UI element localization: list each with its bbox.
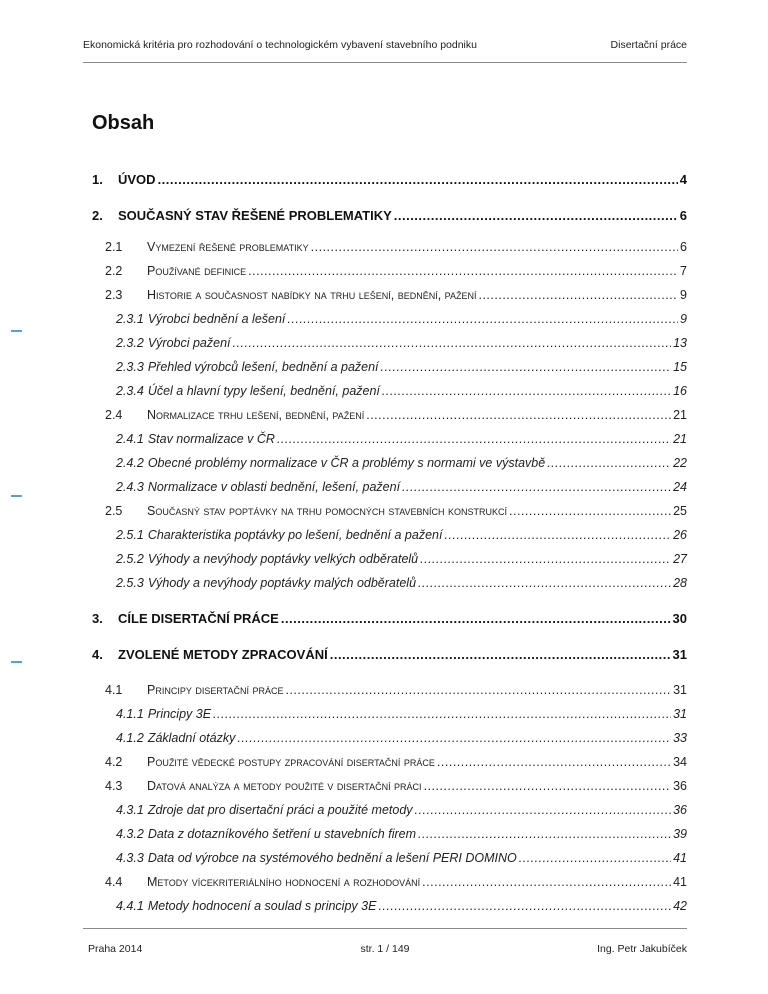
toc-entry-page: 22 <box>673 456 687 470</box>
toc-entry-title: Historie a současnost nabídky na trhu lešení, bednění, pažení <box>147 288 477 302</box>
toc-dot-leader <box>285 683 671 697</box>
toc-entry[interactable] <box>105 240 687 254</box>
toc-dot-leader <box>277 432 671 446</box>
toc-entry[interactable] <box>116 312 687 326</box>
toc-dot-leader <box>402 480 671 494</box>
toc-entry[interactable] <box>116 803 687 817</box>
toc-entry-title: Obecné problémy normalizace v ČR a problémy s normami ve výstavbě <box>147 456 546 470</box>
toc-entry-number: 2.5.1 <box>116 528 144 542</box>
toc-entry-title: Charakteristika poptávky po lešení, bednění a pažení <box>147 528 443 542</box>
toc-entry-page: 21 <box>673 432 687 446</box>
toc-dot-leader <box>381 360 672 374</box>
toc-entry-page: 42 <box>673 899 687 913</box>
toc-entry-number: 2. <box>92 208 103 223</box>
toc-entry-title: Data z dotazníkového šetření u stavebních firem <box>147 827 417 841</box>
toc-entry[interactable] <box>116 731 687 745</box>
toc-entry-number: 2.5.3 <box>116 576 144 590</box>
toc-entry-page: 15 <box>673 360 687 374</box>
toc-title: Obsah <box>92 112 155 134</box>
toc-dot-leader <box>418 827 671 841</box>
toc-entry-number: 2.3 <box>105 288 123 302</box>
toc-entry-page: 34 <box>673 755 687 769</box>
toc-entry-page: 33 <box>673 731 687 745</box>
toc-dot-leader <box>424 779 672 793</box>
toc-entry-page: 13 <box>673 336 687 350</box>
toc-entry-page: 7 <box>680 264 687 278</box>
toc-entry-number: 2.3.4 <box>116 384 144 398</box>
toc-entry[interactable] <box>116 827 687 841</box>
toc-entry-number: 4.3.3 <box>116 851 144 865</box>
toc-entry-number: 2.3.3 <box>116 360 144 374</box>
toc-entry[interactable] <box>92 647 687 662</box>
margin-change-mark <box>11 661 22 663</box>
toc-entry[interactable] <box>105 408 687 422</box>
toc-dot-leader <box>444 528 671 542</box>
toc-entry-number: 2.4.3 <box>116 480 144 494</box>
toc-entry[interactable] <box>116 899 687 913</box>
toc-entry-page: 4 <box>679 172 687 187</box>
toc-entry[interactable] <box>116 432 687 446</box>
toc-entry-page: 31 <box>672 647 687 662</box>
toc-entry-title: Principy 3E <box>147 707 212 721</box>
toc-entry-number: 2.4.1 <box>116 432 144 446</box>
footer-divider <box>83 928 687 929</box>
toc-entry-title: Výrobci pažení <box>147 336 231 350</box>
toc-entry-number: 4. <box>92 647 103 662</box>
toc-dot-leader <box>478 288 678 302</box>
toc-entry-number: 4.3.2 <box>116 827 144 841</box>
toc-entry-page: 41 <box>673 875 687 889</box>
toc-entry-title: Data od výrobce na systémového bednění a lešení PERI DOMINO <box>147 851 517 865</box>
toc-entry-page: 30 <box>672 611 687 626</box>
footer-place-year: Praha 2014 <box>88 943 143 955</box>
toc-entry-title: Datová analýza a metody použité v disertační práci <box>147 779 422 793</box>
toc-entry-number: 4.1.1 <box>116 707 144 721</box>
toc-entry-number: 2.4.2 <box>116 456 144 470</box>
toc-entry[interactable] <box>105 288 687 302</box>
toc-entry[interactable] <box>116 480 687 494</box>
toc-dot-leader <box>420 552 671 566</box>
toc-dot-leader <box>519 851 671 865</box>
toc-entry[interactable] <box>116 360 687 374</box>
toc-dot-leader <box>158 172 678 187</box>
footer-author: Ing. Petr Jakubíček <box>597 943 687 955</box>
toc-dot-leader <box>287 312 678 326</box>
toc-entry-title: Stav normalizace v ČR <box>147 432 275 446</box>
toc-entry-title: Výhody a nevýhody poptávky malých odběratelů <box>147 576 417 590</box>
toc-entry-title: Metody vícekriteriálního hodnocení a rozhodování <box>147 875 421 889</box>
toc-entry-page: 27 <box>673 552 687 566</box>
toc-entry-title: Současný stav poptávky na trhu pomocných stavebních konstrukcí <box>147 504 508 518</box>
toc-entry-page: 9 <box>680 288 687 302</box>
toc-dot-leader <box>382 384 671 398</box>
toc-entry-page: 6 <box>679 208 687 223</box>
toc-entry-page: 26 <box>673 528 687 542</box>
toc-entry-page: 36 <box>673 779 687 793</box>
toc-entry[interactable] <box>116 707 687 721</box>
toc-entry-number: 2.1 <box>105 240 123 254</box>
toc-dot-leader <box>281 611 671 626</box>
toc-entry-page: 9 <box>680 312 687 326</box>
toc-entry[interactable] <box>116 851 687 865</box>
margin-change-mark <box>11 330 22 332</box>
toc-entry-page: 25 <box>673 504 687 518</box>
toc-entry-number: 4.3 <box>105 779 123 793</box>
toc-entry-title: Vymezení řešené problematiky <box>147 240 309 254</box>
toc-entry-number: 4.3.1 <box>116 803 144 817</box>
toc-dot-leader <box>237 731 671 745</box>
toc-entry-number: 1. <box>92 172 103 187</box>
toc-entry-number: 2.3.2 <box>116 336 144 350</box>
toc-entry-title: Normalizace trhu lešení, bednění, pažení <box>147 408 365 422</box>
toc-entry-title: Základní otázky <box>147 731 236 745</box>
toc-entry[interactable] <box>105 755 687 769</box>
toc-entry-title: Metody hodnocení a soulad s principy 3E <box>147 899 377 913</box>
toc-entry-number: 4.1.2 <box>116 731 144 745</box>
toc-entry[interactable] <box>116 456 687 470</box>
toc-entry-number: 4.4 <box>105 875 123 889</box>
toc-entry-title: Výhody a nevýhody poptávky velkých odběratelů <box>147 552 419 566</box>
toc-entry-number: 4.4.1 <box>116 899 144 913</box>
toc-entry[interactable] <box>116 552 687 566</box>
toc-entry-title: ZVOLENÉ METODY ZPRACOVÁNÍ <box>118 647 328 662</box>
toc-entry[interactable] <box>105 504 687 518</box>
toc-dot-leader <box>509 504 671 518</box>
toc-entry-number: 2.4 <box>105 408 123 422</box>
toc-entry-title: Používané definice <box>147 264 247 278</box>
toc-entry-number: 2.5 <box>105 504 123 518</box>
page-number: str. 1 / 149 <box>360 943 410 955</box>
toc-dot-leader <box>378 899 671 913</box>
toc-entry-page: 24 <box>673 480 687 494</box>
toc-entry-page: 6 <box>680 240 687 254</box>
toc-dot-leader <box>547 456 671 470</box>
toc-dot-leader <box>418 576 671 590</box>
toc-entry-title: SOUČASNÝ STAV ŘEŠENÉ PROBLEMATIKY <box>118 208 392 223</box>
toc-entry-title: Účel a hlavní typy lešení, bednění, pažení <box>147 384 380 398</box>
toc-dot-leader <box>213 707 671 721</box>
toc-entry-page: 31 <box>673 707 687 721</box>
toc-entry-page: 36 <box>673 803 687 817</box>
toc-entry-title: Normalizace v oblasti bednění, lešení, pažení <box>147 480 401 494</box>
toc-dot-leader <box>330 647 671 662</box>
toc-entry-title: Výrobci bednění a lešení <box>147 312 286 326</box>
toc-entry[interactable] <box>105 264 687 278</box>
toc-entry-number: 3. <box>92 611 103 626</box>
toc-entry[interactable] <box>105 875 687 889</box>
toc-entry-number: 2.3.1 <box>116 312 144 326</box>
toc-entry-page: 39 <box>673 827 687 841</box>
toc-entry[interactable] <box>116 528 687 542</box>
toc-entry-page: 41 <box>673 851 687 865</box>
header-document-title: Ekonomická kritéria pro rozhodování o technologickém vybavení stavebního podniku <box>83 39 477 51</box>
toc-entry[interactable] <box>92 208 687 223</box>
toc-entry-title: CÍLE DISERTAČNÍ PRÁCE <box>118 611 279 626</box>
toc-dot-leader <box>422 875 671 889</box>
toc-dot-leader <box>415 803 672 817</box>
toc-entry-number: 4.2 <box>105 755 123 769</box>
toc-entry-number: 2.2 <box>105 264 123 278</box>
toc-entry-title: Zdroje dat pro disertační práci a použité metody <box>147 803 413 817</box>
toc-entry-page: 28 <box>673 576 687 590</box>
toc-entry[interactable] <box>92 611 687 626</box>
toc-dot-leader <box>394 208 678 223</box>
margin-change-mark <box>11 495 22 497</box>
toc-entry-title: Přehled výrobců lešení, bednění a pažení <box>147 360 379 374</box>
toc-entry-number: 2.5.2 <box>116 552 144 566</box>
toc-entry-title: Principy disertační práce <box>147 683 284 697</box>
toc-entry-title: Použité vědecké postupy zpracování disertační práce <box>147 755 435 769</box>
toc-entry[interactable] <box>116 576 687 590</box>
header-divider <box>83 62 687 63</box>
toc-dot-leader <box>437 755 671 769</box>
toc-dot-leader <box>366 408 671 422</box>
toc-entry[interactable] <box>105 683 687 697</box>
toc-entry-number: 4.1 <box>105 683 123 697</box>
toc-dot-leader <box>311 240 678 254</box>
toc-entry-page: 31 <box>673 683 687 697</box>
toc-entry[interactable] <box>92 172 687 187</box>
toc-entry-title: ÚVOD <box>118 172 156 187</box>
toc-entry-page: 16 <box>673 384 687 398</box>
toc-dot-leader <box>233 336 672 350</box>
toc-entry-page: 21 <box>673 408 687 422</box>
running-header <box>83 39 687 51</box>
toc-entry[interactable] <box>116 336 687 350</box>
toc-dot-leader <box>248 264 678 278</box>
toc-entry[interactable] <box>116 384 687 398</box>
toc-entry[interactable] <box>105 779 687 793</box>
header-document-type: Disertační práce <box>610 39 687 51</box>
